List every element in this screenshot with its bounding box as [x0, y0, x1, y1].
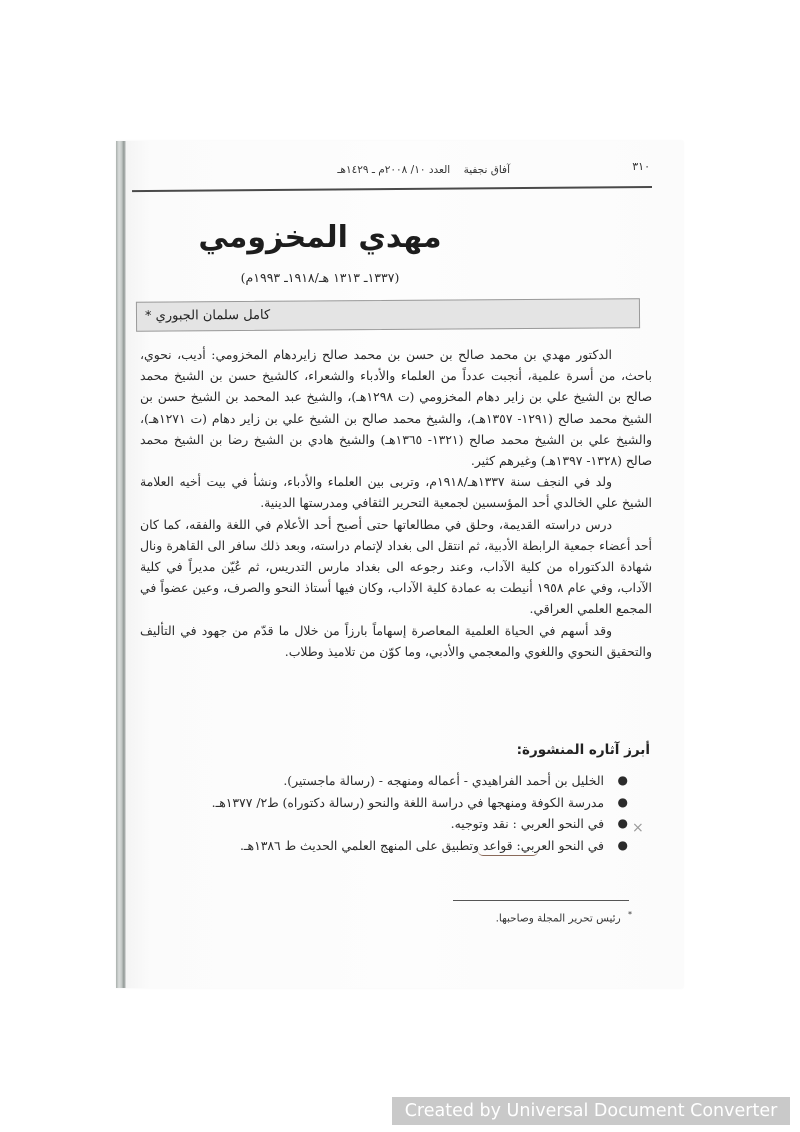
works-heading: أبرز آثاره المنشورة:: [516, 742, 650, 758]
paragraph: درس دراسته القديمة، وحلق في مطالعاتها حتى أصبح أحد الأعلام في اللغة والفقه، كما كان أحد أعضاء جمعية الرابطة الأدبية، ثم انتقل الى بغداد لإتمام دراسته، وبعد ذلك سافر الى القاهرة ونال شهادة الدكتوراه من كلية الآداب، وعند رجوعه الى بغداد مارس التدريس، ثم عُيّن مديراً في كلية الآداب، وفي عام ١٩٥٨ أنيطت به عمادة كلية الآداب، وكان فيها أستاذ النحو والصرف، وعين عضواً في المجمع العلمي العراقي.: [140, 516, 652, 617]
list-item: [140, 813, 652, 835]
paragraph: ولد في النجف سنة ١٣٣٧هـ/١٩١٨م، وتربى بين العلماء والأدباء، ونشأ في بيت أخيه العلامة الشيخ علي الخالدي أحد المؤسسين لجمعية التحرير الثقافي ومدرستها الدينية.: [140, 474, 652, 511]
footnote-divider: [453, 900, 629, 901]
paragraph: وقد أسهم في الحياة العلمية المعاصرة إسهاماً بارزاً من خلال ما قدّم من جهود في التأليف والتحقيق النحوي واللغوي والمعجمي والأدبي، وما كوّن من تلاميذ وطلاب.: [140, 622, 652, 659]
article-dates: (١٣٣٧ـ ١٣١٣ هـ/١٩١٨ـ ١٩٩٣م): [240, 270, 400, 285]
author-box: [136, 298, 640, 332]
bullet-icon: ●: [617, 794, 628, 809]
journal-info: [337, 164, 510, 176]
pencil-underline-mark: [478, 851, 538, 856]
footnote-marker: *: [628, 910, 632, 919]
journal-issue: العدد ١٠/ ٢٠٠٨م ـ ١٤٢٩هـ: [337, 164, 451, 176]
footnote-text: رئيس تحرير المجلة وصاحبها.: [495, 912, 621, 925]
pencil-cross-mark-icon: ×: [632, 820, 644, 836]
bullet-icon: ●: [617, 773, 628, 787]
paragraph: الدكتور مهدي بن محمد صالح بن حسن بن محمد صالح زايردهام المخزومي: أديب، نحوي، باحث، من أسرة علمية، أنجبت عدداً من العلماء والأدباء والشعراء، كالشيخ حسن بن الشيخ محمد صالح بن الشيخ علي بن زاير دهام المخزومي (ت ١٢٩٨هـ)، والشيخ عبد المحمد بن الشيخ حسن بن الشيخ محمد صالح (١٢٩١- ١٣٥٧هـ)، والشيخ محمد صالح بن الشيخ علي بن زاير دهام (ت ١٢٧١هـ)، والشيخ علي بن الشيخ محمد صالح (١٣٢١- ١٣٦٥هـ) والشيخ هادي بن الشيخ رضا بن الشيخ محمد صالح (١٣٢٨- ١٣٩٧هـ) وغيرهم كثير.: [140, 347, 652, 469]
article-body: [140, 344, 652, 662]
author-name: كامل سلمان الجبوري *: [144, 307, 271, 324]
list-item: [140, 792, 652, 814]
page-binding-edge: [116, 141, 126, 988]
footnote: [380, 910, 632, 925]
work-title: في النحو العربي : نقد وتوجيه.: [450, 816, 604, 831]
page-number: ٣١٠: [632, 160, 650, 173]
work-title: الخليل بن أحمد الفراهيدي - أعماله ومنهجه - (رسالة ماجستير).: [283, 773, 604, 788]
bullet-icon: ●: [617, 816, 628, 830]
list-item: [140, 770, 652, 792]
list-item: [140, 835, 652, 857]
bullet-icon: ●: [617, 837, 628, 852]
converter-watermark: Created by Universal Document Converter: [392, 1097, 790, 1125]
journal-name: آفاق نجفية: [463, 164, 510, 176]
work-title: في النحو العربي: قواعد وتطبيق على المنهج العلمي الحديث ط ١٣٨٦هـ.: [239, 837, 604, 853]
works-list: [140, 770, 652, 856]
work-title: مدرسة الكوفة ومنهجها في دراسة اللغة والنحو (رسالة دكتوراه) ط٢/ ١٣٧٧هـ.: [211, 794, 604, 810]
article-title: مهدي المخزومي: [198, 220, 442, 255]
running-header: [132, 160, 650, 182]
